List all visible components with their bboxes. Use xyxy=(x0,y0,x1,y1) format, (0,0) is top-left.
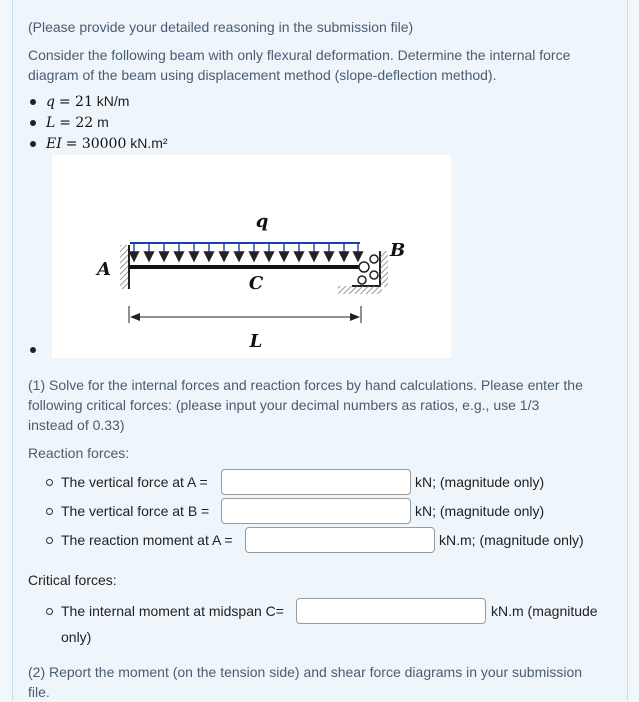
reaction-A-vertical-label: The vertical force at A = xyxy=(61,474,208,490)
distributed-load xyxy=(130,243,360,261)
bullet xyxy=(30,99,36,105)
support-B xyxy=(338,251,388,294)
param-EI: EI = 30000 kN.m² xyxy=(46,135,168,152)
part1-text-line-2: following critical forces: (please input your decimal numbers as ratios, e.g., use 1/3 xyxy=(28,397,540,413)
reaction-A-moment-label: The reaction moment at A = xyxy=(61,532,233,548)
reaction-A-moment-input[interactable] xyxy=(245,527,435,553)
list-ring xyxy=(46,608,53,615)
label-C: C xyxy=(248,273,264,294)
reaction-A-vertical-input[interactable] xyxy=(221,469,411,495)
reaction-A-vertical-unit: kN; (magnitude only) xyxy=(415,474,545,490)
part2-text-line-2: file. xyxy=(28,684,50,700)
beam-figure xyxy=(52,155,451,358)
part1-text-line-1: (1) Solve for the internal forces and reaction forces by hand calculations. Please enter the xyxy=(28,377,583,393)
reaction-B-vertical-label: The vertical force at B = xyxy=(61,503,210,519)
dimension-L xyxy=(129,306,361,323)
reaction-B-vertical-input[interactable] xyxy=(221,498,411,524)
problem-text-line-2: diagram of the beam using displacement method (slope-deflection method). xyxy=(28,67,497,83)
problem-text-line-1: Consider the following beam with only flexural deformation. Determine the internal force xyxy=(28,47,571,63)
param-q: q = 21 kN/m xyxy=(46,93,130,110)
critical-heading: Critical forces: xyxy=(28,572,117,588)
bullet xyxy=(30,120,36,126)
fixed-support-A xyxy=(120,245,129,289)
list-ring xyxy=(46,479,53,486)
label-A: A xyxy=(97,259,111,280)
param-L: L = 22 m xyxy=(46,114,109,131)
part2-text-line-1: (2) Report the moment (on the tension side) and shear force diagrams in your submission xyxy=(28,664,583,680)
part1-text-line-3: instead of 0.33) xyxy=(28,417,125,433)
reaction-heading: Reaction forces: xyxy=(28,445,130,461)
label-B: B xyxy=(390,240,406,261)
bullet xyxy=(30,347,36,353)
beam-diagram xyxy=(52,155,451,358)
label-L: L xyxy=(249,331,263,352)
midspan-moment-unit-cont: only) xyxy=(61,629,92,645)
list-ring xyxy=(46,508,53,515)
beam xyxy=(129,265,361,269)
midspan-moment-label: The internal moment at midspan C= xyxy=(61,603,284,619)
midspan-moment-input[interactable] xyxy=(296,598,486,624)
instruction-note: (Please provide your detailed reasoning in the submission file) xyxy=(28,19,414,35)
midspan-moment-unit: kN.m (magnitude xyxy=(491,603,598,619)
bullet xyxy=(30,141,36,147)
reaction-B-vertical-unit: kN; (magnitude only) xyxy=(415,503,545,519)
list-ring xyxy=(46,537,53,544)
label-q: q xyxy=(255,211,269,232)
reaction-A-moment-unit: kN.m; (magnitude only) xyxy=(439,532,584,548)
